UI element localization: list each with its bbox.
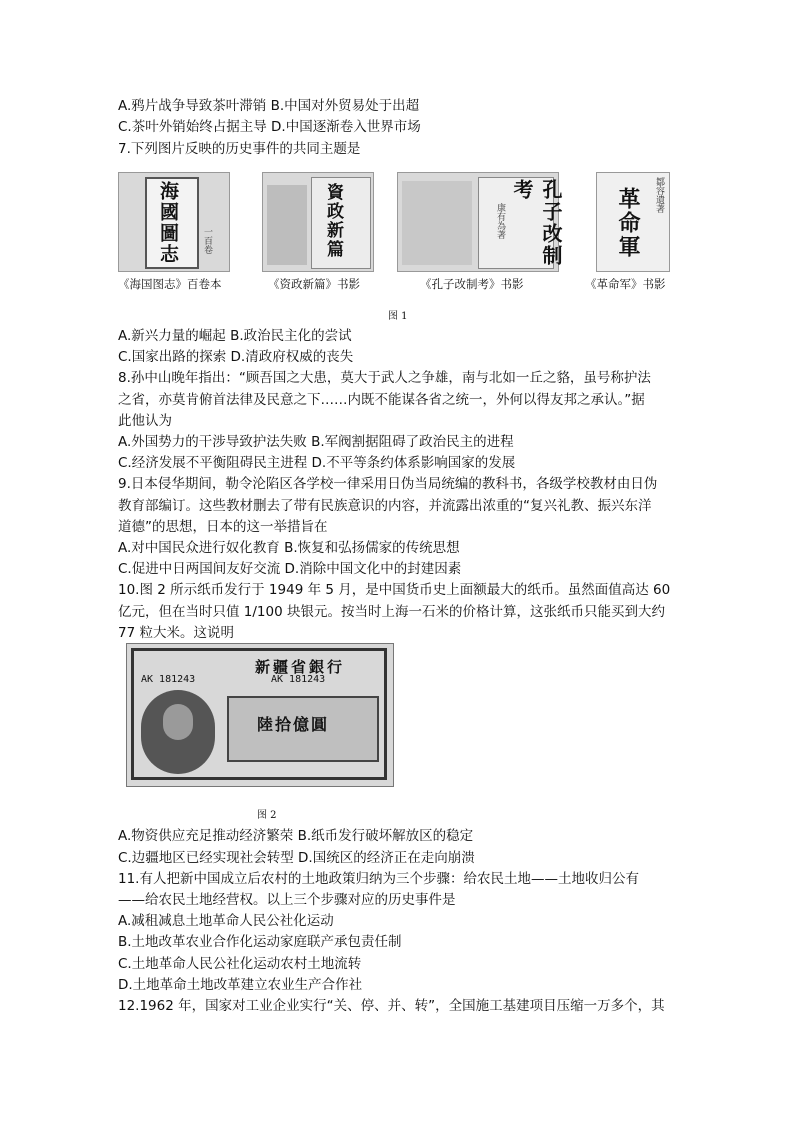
q10-stem-line3: 77 粒大米。这说明 xyxy=(118,625,234,641)
q8-options-ab: A.外国势力的干涉导致护法失败 B.军阀割据阻碍了政治民主的进程 xyxy=(118,434,514,450)
figure-2-label: 图 2 xyxy=(257,810,277,821)
q9-stem-line2: 教育部编订。这些教材删去了带有民族意识的内容，并流露出浓重的“复兴礼教、振兴东洋 xyxy=(118,498,652,514)
q7-stem: 7.下列图片反映的历史事件的共同主题是 xyxy=(118,141,361,157)
q10-stem-line2: 亿元，但在当时只值 1/100 块银元。按当时上海一石米的价格计算，这张纸币只能买到大约 xyxy=(118,604,665,620)
geming-jun-image: 鄒容遺著 革命軍 xyxy=(596,172,670,272)
q10-options-ab: A.物资供应充足推动经济繁荣 B.纸币发行破坏解放区的稳定 xyxy=(118,828,474,844)
q11-stem-line1: 11.有人把新中国成立后农村的土地政策归纳为三个步骤：给农民土地——土地收归公有 xyxy=(118,871,639,887)
caption-haiguo-tuzhi: 《海国图志》百卷本 xyxy=(118,277,222,291)
q8-stem-line2: 之省，亦莫肯俯首法律及民意之下……内既不能谋各省之统一，外何以得友邦之承认。”据 xyxy=(118,392,645,408)
q10-stem-line1: 10.图 2 所示纸币发行于 1949 年 5 月，是中国货币史上面额最大的纸币。虽然面值高达 60 xyxy=(118,582,671,598)
banknote-image xyxy=(126,643,394,787)
denomination: 陸拾億圓 xyxy=(257,715,330,734)
haiguo-tuzhi-image: 海國圖志 一百卷 xyxy=(118,172,230,272)
q7-options-cd: C.国家出路的探索 D.清政府权威的丧失 xyxy=(118,349,354,365)
q10-options-cd: C.边疆地区已经实现社会转型 D.国统区的经济正在走向崩溃 xyxy=(118,850,475,866)
serial-left: AK 181243 xyxy=(141,674,196,685)
q9-options-cd: C.促进中日两国间友好交流 D.消除中国文化中的封建因素 xyxy=(118,561,462,577)
q6-options-ab: A.鸦片战争导致茶叶滞销 B.中国对外贸易处于出超 xyxy=(118,98,420,114)
q7-options-ab: A.新兴力量的崛起 B.政治民主化的尝试 xyxy=(118,328,352,344)
bank-name: 新疆省銀行 xyxy=(255,658,346,676)
caption-zizheng-xinpian: 《资政新篇》书影 xyxy=(268,277,360,291)
q12-stem-line1: 12.1962 年，国家对工业企业实行“关、停、并、转”，全国施工基建项目压缩一万多个，其 xyxy=(118,998,665,1014)
zizheng-xinpian-image: 資政新篇 xyxy=(262,172,374,272)
kongzi-gaizhikao-image: 孔子改制考 康有為著 xyxy=(397,172,559,272)
q6-options-cd: C.茶叶外销始终占据主导 D.中国逐渐卷入世界市场 xyxy=(118,119,421,135)
q11-option-b: B.土地改革农业合作化运动家庭联产承包责任制 xyxy=(118,934,402,950)
q11-option-d: D.土地革命土地改革建立农业生产合作社 xyxy=(118,977,363,993)
q9-options-ab: A.对中国民众进行奴化教育 B.恢复和弘扬儒家的传统思想 xyxy=(118,540,460,556)
q11-option-a: A.减租减息土地革命人民公社化运动 xyxy=(118,913,334,929)
portrait-oval xyxy=(141,690,215,774)
caption-geming-jun: 《革命军》书影 xyxy=(585,277,666,291)
q11-option-c: C.土地革命人民公社化运动农村土地流转 xyxy=(118,956,362,972)
figure-1-label: 图 1 xyxy=(388,311,408,322)
q8-stem-line3: 此他认为 xyxy=(118,413,172,429)
q8-options-cd: C.经济发展不平衡阻碍民主进程 D.不平等条约体系影响国家的发展 xyxy=(118,455,516,471)
q11-stem-line2: ——给农民土地经营权。以上三个步骤对应的历史事件是 xyxy=(118,892,456,908)
q9-stem-line1: 9.日本侵华期间，勒令沦陷区各学校一律采用日伪当局统编的教科书，各级学校教材由日伪 xyxy=(118,476,658,492)
q8-stem-line1: 8.孙中山晚年指出：“顾吾国之大患，莫大于武人之争雄，南与北如一丘之貉，虽号称护法 xyxy=(118,370,651,386)
q9-stem-line3: 道德”的思想，日本的这一举措旨在 xyxy=(118,519,328,535)
serial-right: AK 181243 xyxy=(271,674,326,685)
caption-kongzi-gaizhikao: 《孔子改制考》书影 xyxy=(420,277,524,291)
